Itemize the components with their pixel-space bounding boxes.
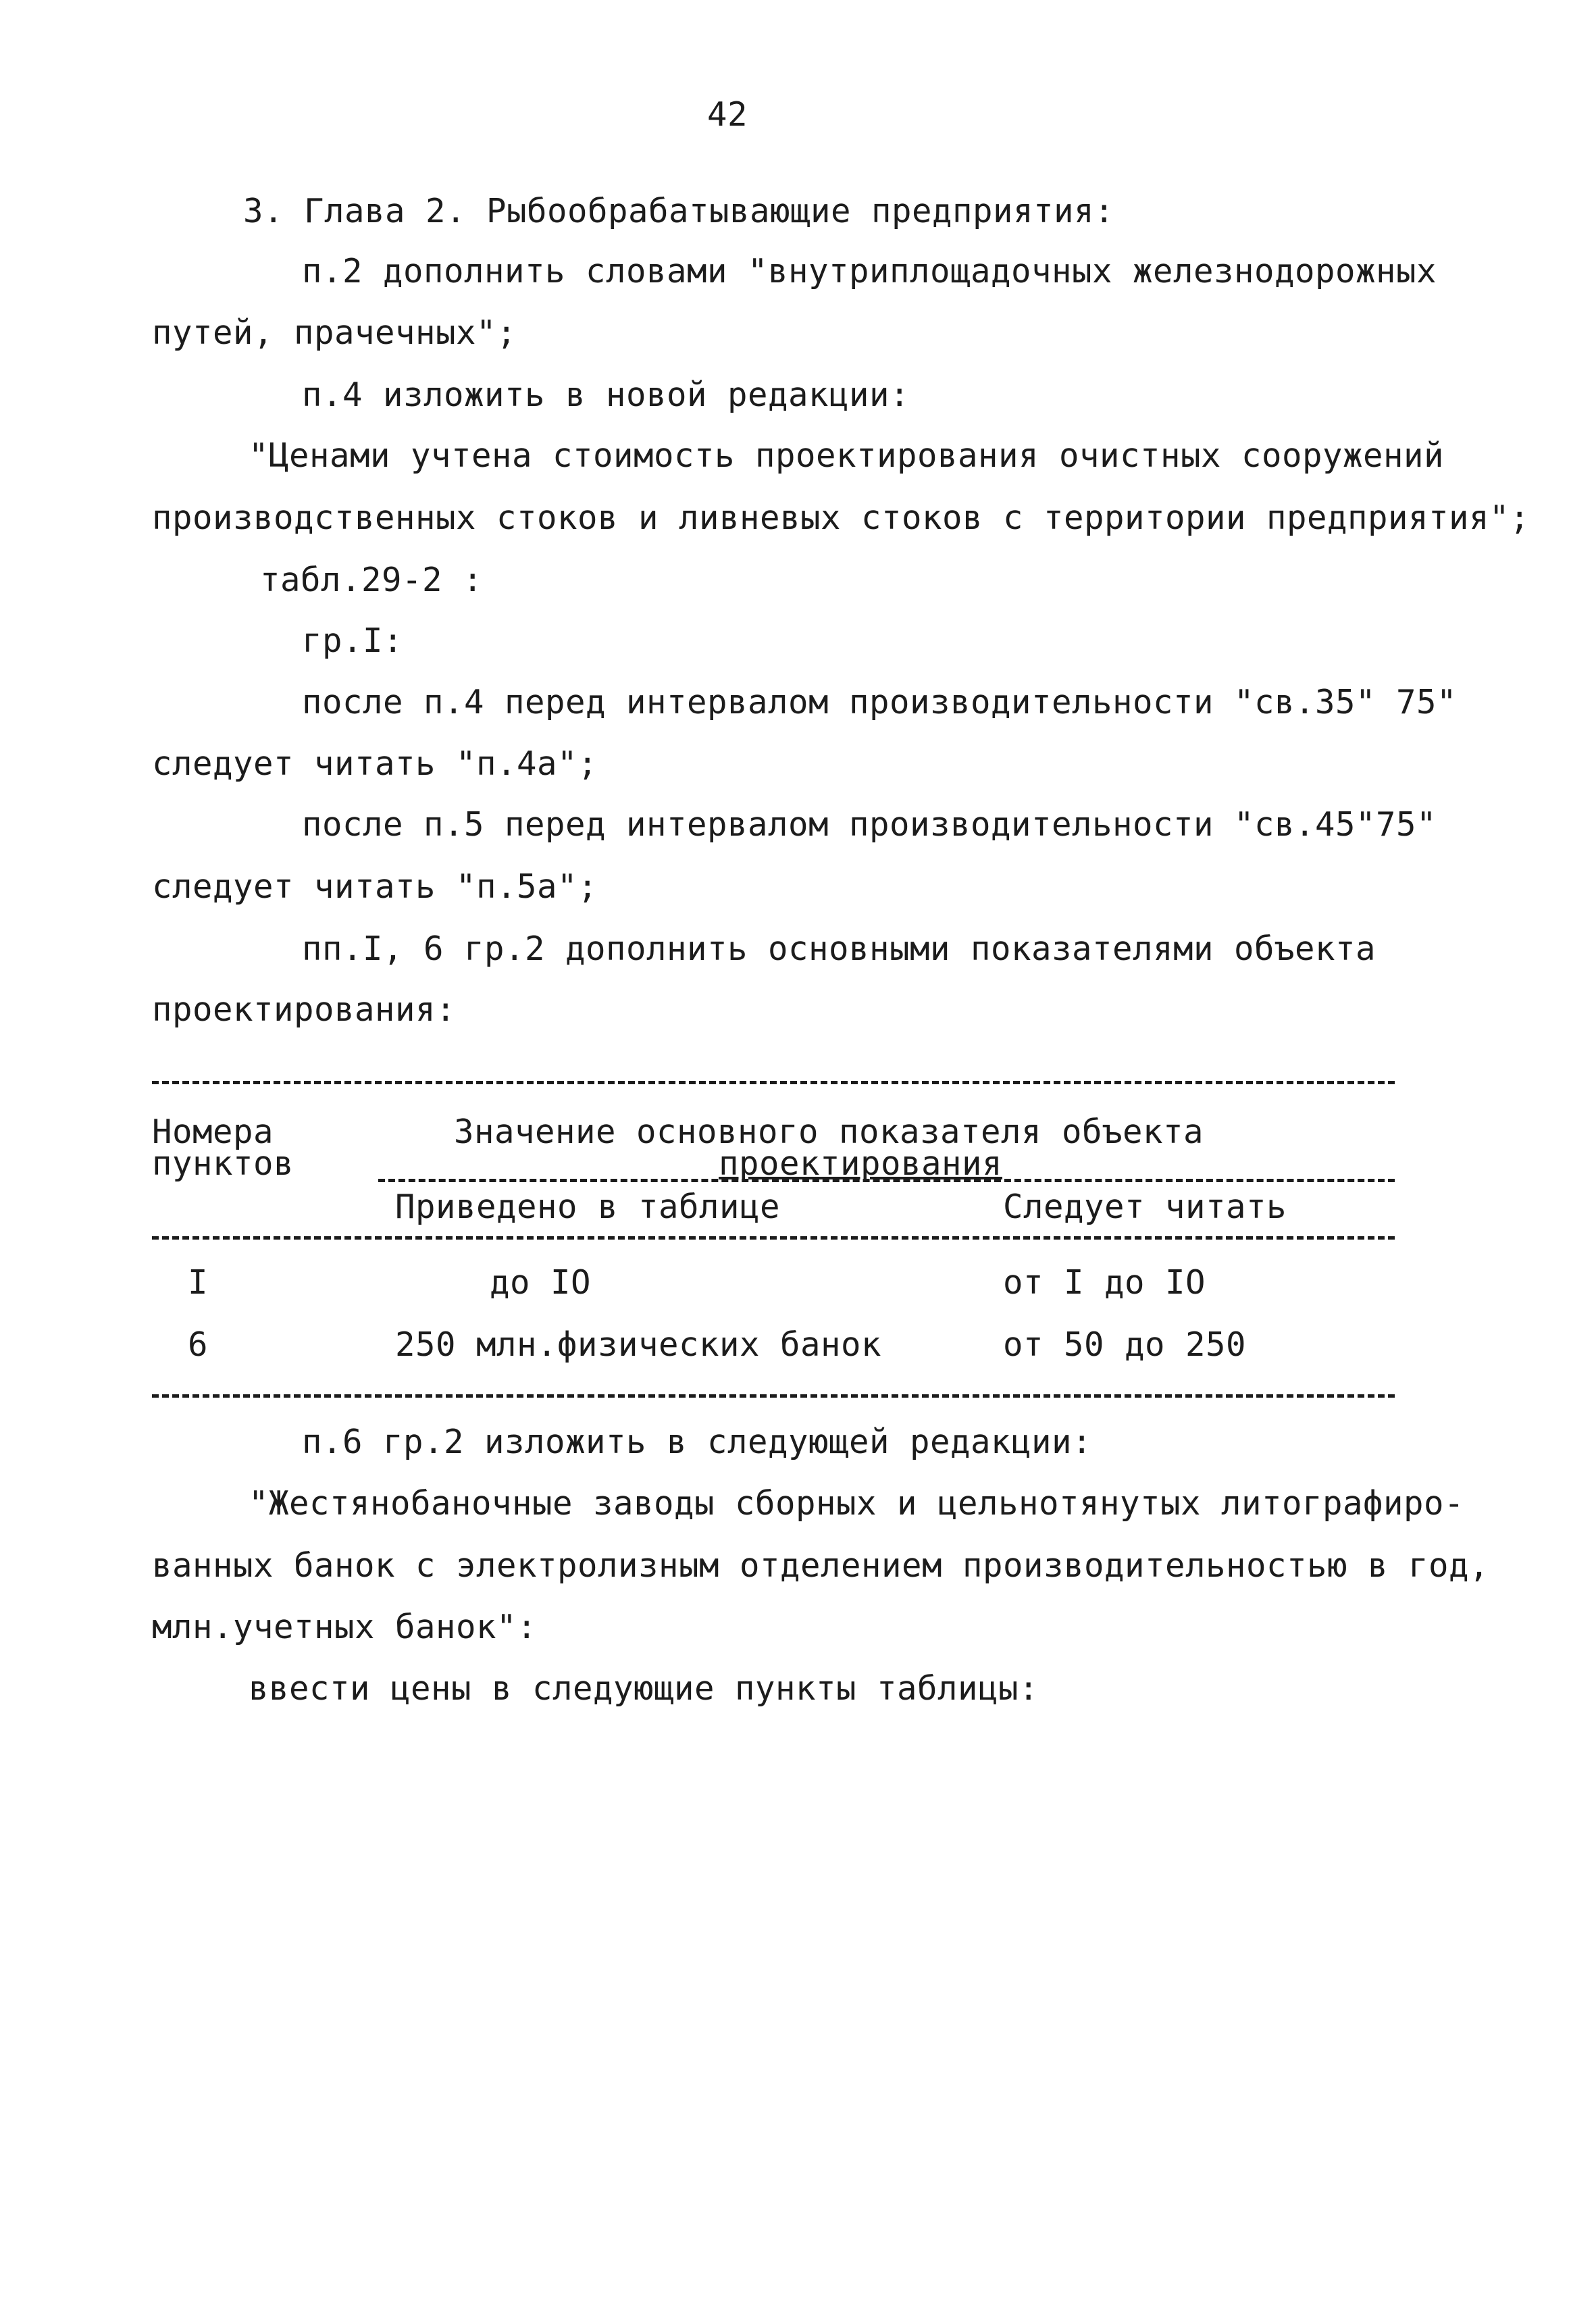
text-line: ввести цены в следующие пункты таблицы: (249, 1669, 1039, 1708)
text-line: п.4 изложить в новой редакции: (302, 376, 910, 414)
row-number: 6 (188, 1325, 209, 1364)
text-line: после п.4 перед интервалом производительности "св.35" 75" (302, 683, 1458, 721)
table-bottom-rule (152, 1394, 1395, 1398)
text-line: производственных стоков и ливневых стоков с территории предприятия"; (152, 499, 1530, 537)
table-top-rule (152, 1081, 1395, 1084)
section-heading: 3. Глава 2. Рыбообрабатывающие предприятия: (243, 192, 1115, 230)
column-header-read: Следует читать (1003, 1188, 1287, 1226)
row-given-value: 250 млн.физических банок (395, 1325, 882, 1364)
text-line: п.6 гр.2 изложить в следующей редакции: (302, 1423, 1093, 1461)
text-line: млн.учетных банок": (152, 1608, 538, 1646)
text-line: следует читать "п.5а"; (152, 867, 598, 906)
text-line: п.2 дополнить словами "внутриплощадочных железнодорожных (302, 252, 1437, 290)
row-read-value: от I до IO (1003, 1263, 1206, 1302)
row-number: I (188, 1263, 209, 1302)
text-line: пп.I, 6 гр.2 дополнить основными показателями объекта (302, 930, 1376, 968)
table-reference: табл.29-2 : (260, 561, 484, 599)
column-header-numbers: Номера (152, 1113, 274, 1151)
header-bottom-rule (152, 1236, 1395, 1240)
column-header-given: Приведено в таблице (395, 1188, 781, 1226)
text-line: "Жестянобаночные заводы сборных и цельнотянутых литографиро- (249, 1484, 1465, 1523)
page-number: 42 (707, 95, 748, 134)
group-header: проектирования (719, 1144, 1003, 1183)
text-line: "Ценами учтена стоимость проектирования очистных сооружений (249, 436, 1445, 475)
text-line: ванных банок с электролизным отделением производительностью в год, (152, 1546, 1490, 1585)
row-read-value: от 50 до 250 (1003, 1325, 1247, 1364)
group-reference: гр.I: (302, 621, 404, 660)
group-header: Значение основного показателя объекта (454, 1113, 1204, 1151)
text-line: после п.5 перед интервалом производительности "св.45"75" (302, 805, 1437, 844)
row-given-value: до IO (490, 1263, 592, 1302)
column-header-numbers: пунктов (152, 1144, 294, 1183)
text-line: следует читать "п.4а"; (152, 744, 598, 783)
text-line: путей, прачечных"; (152, 313, 517, 352)
text-line: проектирования: (152, 990, 457, 1029)
